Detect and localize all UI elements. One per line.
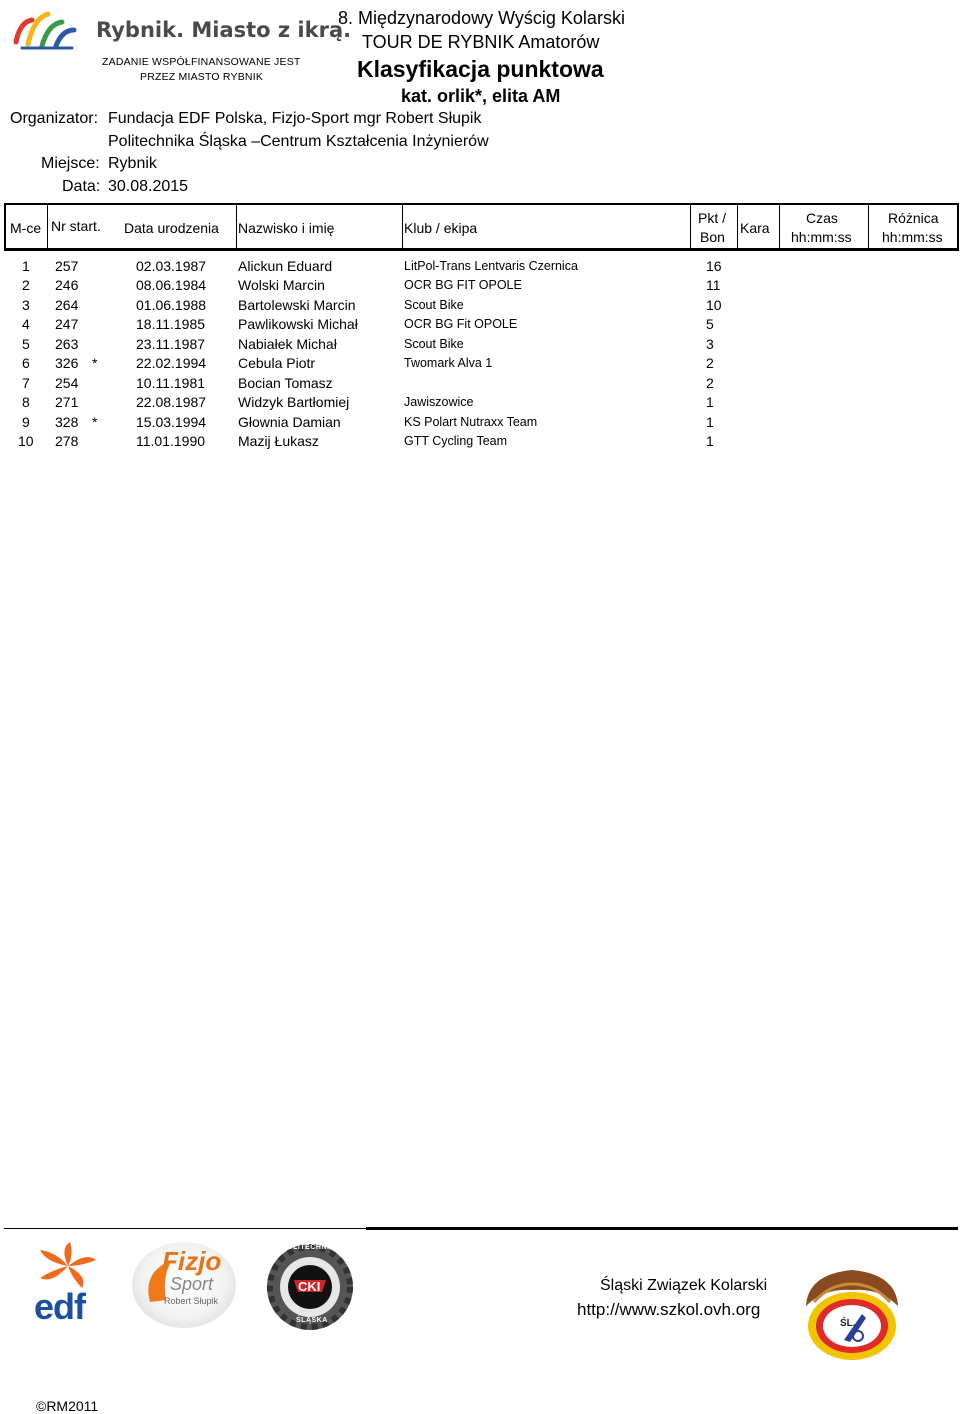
fizjo-sport-logo [132,1242,236,1328]
cell-birth: 18.11.1985 [136,316,206,332]
col-header-points-1: Pkt / [698,210,727,226]
header-divider [779,205,780,250]
rybnik-logo [12,6,352,88]
cell-place: 8 [22,394,30,410]
footer-divider-thick [366,1227,958,1230]
place-label: Miejsce: [41,155,100,172]
cell-place: 7 [22,375,30,391]
cell-points: 10 [706,297,722,313]
cell-number: 263 [55,336,79,352]
cell-mark: * [92,355,98,371]
cell-number: 326 [55,355,79,371]
szkol-emblem-text: ŚL. [840,1318,856,1329]
cell-name: Wolski Marcin [238,277,325,293]
organizer-label: Organizator: [10,110,99,127]
col-header-number: Nr start. [51,218,101,234]
date-value: 30.08.2015 [108,178,189,195]
header-divider [236,205,237,250]
rybnik-city-name: Rybnik. Miasto z ikrą. [96,18,352,42]
cell-club: Twomark Alva 1 [404,356,493,370]
cell-place: 2 [22,277,30,293]
table-row [0,276,960,295]
cell-place: 4 [22,316,30,332]
category-title: kat. orlik*, elita AM [401,86,561,106]
cell-birth: 02.03.1987 [136,258,207,274]
header-divider [402,205,403,250]
table-row [0,296,960,315]
polsl-cki-logo [262,1242,358,1332]
race-subtitle: TOUR DE RYBNIK Amatorów [362,32,600,52]
edf-logo-text: edf [34,1286,85,1327]
cell-number: 247 [55,316,79,332]
cell-name: Widzyk Bartłomiej [238,394,350,410]
cell-number: 257 [55,258,79,274]
cell-club: Jawiszowice [404,395,474,409]
classification-title: Klasyfikacja punktowa [357,56,604,82]
cell-birth: 01.06.1988 [136,297,207,313]
cell-name: Alickun Eduard [238,258,333,274]
cell-club: OCR BG FIT OPOLE [404,278,522,292]
cell-birth: 10.11.1981 [136,375,206,391]
col-header-diff-2: hh:mm:ss [882,229,943,245]
cell-points: 1 [706,414,714,430]
cell-birth: 23.11.1987 [136,336,206,352]
cell-points: 11 [706,277,721,293]
col-header-club: Klub / ekipa [404,220,478,236]
cell-club: LitPol-Trans Lentvaris Czernica [404,259,578,273]
cell-place: 6 [22,355,30,371]
cell-name: Cebula Piotr [238,355,316,371]
cell-number: 328 [55,414,79,430]
header-divider [868,205,869,250]
cell-club: GTT Cycling Team [404,434,508,448]
cell-points: 16 [706,258,722,274]
federation-name: Śląski Związek Kolarski [600,1277,768,1294]
cell-birth: 11.01.1990 [136,433,206,449]
header-divider [47,205,48,250]
col-header-time-1: Czas [806,210,838,226]
cell-name: Pawlikowski Michał [238,316,358,332]
sport-text: Sport [170,1274,214,1294]
cell-place: 10 [18,433,34,449]
copyright: ©RM2011 [36,1398,99,1414]
cell-club: Scout Bike [404,298,464,312]
cell-points: 3 [706,336,714,352]
cell-place: 5 [22,336,30,352]
cell-number: 254 [55,375,79,391]
polsl-cki-text: CKI [298,1279,321,1294]
cell-birth: 22.02.1994 [136,355,207,371]
header-divider [737,205,738,250]
rybnik-tagline-2: PRZEZ MIASTO RYBNIK [140,71,264,83]
footer-divider [4,1228,366,1229]
col-header-points-2: Bon [700,229,725,245]
table-row [0,432,960,451]
table-row [0,374,960,393]
date-label: Data: [62,178,101,195]
cell-place: 9 [22,414,30,430]
cell-birth: 22.08.1987 [136,394,207,410]
organizer-line-2: Politechnika Śląska –Centrum Kształcenia Inżynierów [108,133,489,150]
fizjo-owner-text: Robert Słupik [164,1296,219,1306]
table-row [0,413,960,432]
col-header-birth: Data urodzenia [124,220,219,236]
cell-number: 278 [55,433,79,449]
rybnik-fish-icon [12,8,78,54]
rybnik-tagline-1: ZADANIE WSPÓŁFINANSOWANE JEST [102,56,301,68]
table-row [0,354,960,373]
cell-name: Bocian Tomasz [238,375,333,391]
col-header-diff-1: Różnica [888,210,939,226]
cell-birth: 08.06.1984 [136,277,207,293]
cell-place: 1 [22,258,30,274]
race-title: 8. Międzynarodowy Wyścig Kolarski [338,8,625,28]
cell-points: 5 [706,316,714,332]
cell-points: 2 [706,355,714,371]
edf-logo [30,1240,106,1326]
eagle-emblem-icon [800,1266,904,1364]
organizer-line-1: Fundacja EDF Polska, Fizjo-Sport mgr Robert Słupik [108,110,482,127]
cell-points: 1 [706,394,714,410]
cell-club: KS Polart Nutraxx Team [404,415,538,429]
col-header-place: M-ce [10,220,42,236]
table-row [0,393,960,412]
col-header-penalty: Kara [740,220,770,236]
cell-number: 264 [55,297,79,313]
cell-points: 1 [706,433,714,449]
table-row [0,315,960,334]
cell-points: 2 [706,375,714,391]
cell-name: Nabiałek Michał [238,336,337,352]
polsl-top-text: POLITECHNIKA [282,1244,341,1251]
cell-place: 3 [22,297,30,313]
table-row [0,257,960,276]
table-row [0,335,960,354]
col-header-name: Nazwisko i imię [238,220,335,236]
cell-name: Mazij Łukasz [238,433,319,449]
cell-number: 246 [55,277,79,293]
header-divider [690,205,691,250]
federation-url[interactable]: http://www.szkol.ovh.org [577,1300,761,1319]
cell-club: OCR BG Fit OPOLE [404,317,518,331]
cell-name: Głownia Damian [238,414,341,430]
fizjo-text: Fizjo [162,1246,222,1276]
place-value: Rybnik [108,155,157,172]
polsl-bottom-text: ŚLĄSKA [296,1317,328,1324]
szkol-emblem [800,1266,904,1364]
col-header-time-2: hh:mm:ss [791,229,852,245]
cell-mark: * [92,414,98,430]
cell-number: 271 [55,394,79,410]
cell-birth: 15.03.1994 [136,414,207,430]
cell-club: Scout Bike [404,337,464,351]
cell-name: Bartolewski Marcin [238,297,356,313]
